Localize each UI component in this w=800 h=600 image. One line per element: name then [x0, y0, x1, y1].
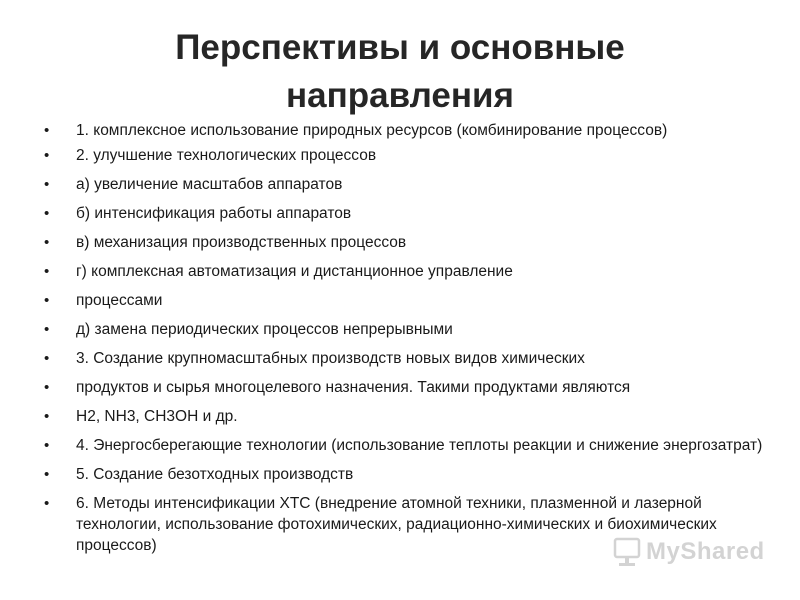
list-item [44, 174, 784, 195]
list-item [44, 232, 784, 253]
list-item-text: г) комплексная автоматизация и дистанционное управление [76, 263, 513, 280]
list-item-text: 6. Методы интенсификации ХТС (внедрение атомной техники, плазменной и лазерной технологии, использование фотохимических, радиационно-химических и биохимических процессов) [76, 495, 717, 554]
list-item-text: 5. Создание безотходных производств [76, 466, 354, 483]
list-item [44, 145, 784, 166]
bullet-icon: • [44, 292, 50, 309]
list-item-text: 2. улучшение технологических процессов [76, 147, 377, 164]
list-item [44, 493, 784, 556]
list-item [44, 377, 784, 398]
list-item [44, 120, 784, 141]
list-item-text: б) интенсификация работы аппаратов [76, 205, 352, 222]
list-item [44, 290, 784, 311]
list-item [44, 435, 784, 456]
list-item-text: в) механизация производственных процессов [76, 234, 407, 251]
list-item-text: процессами [76, 292, 163, 309]
bullet-icon: • [44, 350, 50, 367]
list-item [44, 261, 784, 282]
list-item-text: продуктов и сырья многоцелевого назначения. Такими продуктами являются [76, 379, 631, 396]
bullet-icon: • [44, 263, 50, 280]
list-item-text: 3. Создание крупномасштабных производств новых видов химических [76, 350, 585, 367]
list-item-text: Н2, NН3, СН3ОН и др. [76, 408, 238, 425]
list-item-text: 1. комплексное использование природных ресурсов (комбинирование процессов) [76, 122, 668, 139]
bullet-icon: • [44, 205, 50, 222]
bullet-icon: • [44, 147, 50, 164]
bullet-icon: • [44, 321, 50, 338]
bullet-list [44, 120, 784, 564]
list-item [44, 464, 784, 485]
list-item-text: д) замена периодических процессов непрерывными [76, 321, 453, 338]
bullet-icon: • [44, 437, 50, 454]
bullet-icon: • [44, 234, 50, 251]
slide-title-line-1: Перспективы и основные [175, 28, 625, 67]
list-item [44, 406, 784, 427]
bullet-icon: • [44, 408, 50, 425]
bullet-icon: • [44, 122, 50, 139]
slide-title-line-2: направления [286, 76, 514, 115]
list-item [44, 348, 784, 369]
bullet-icon: • [44, 466, 50, 483]
list-item-text: 4. Энергосберегающие технологии (использование теплоты реакции и снижение энергозатрат) [76, 437, 763, 454]
bullet-icon: • [44, 176, 50, 193]
slide-title [0, 24, 800, 120]
list-item [44, 203, 784, 224]
bullet-icon: • [44, 495, 50, 512]
watermark-text: MyShared [646, 538, 765, 565]
bullet-icon: • [44, 379, 50, 396]
list-item-text: а) увеличение масштабов аппаратов [76, 176, 343, 193]
list-item [44, 319, 784, 340]
